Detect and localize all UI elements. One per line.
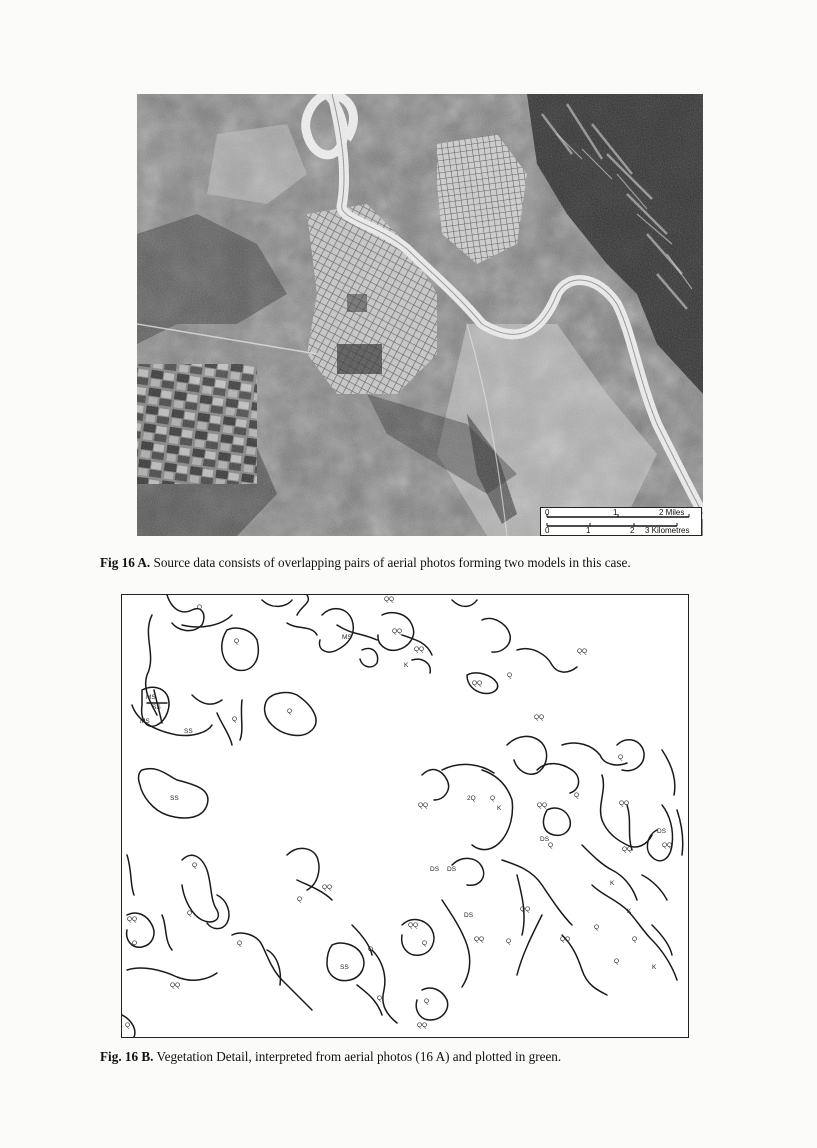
aerial-photo	[137, 94, 703, 536]
svg-text:Q: Q	[187, 910, 193, 917]
svg-text:Q: Q	[574, 792, 580, 799]
figure-a-caption-text: Source data consists of overlapping pairs of aerial photos forming two models in this case.	[150, 555, 631, 570]
svg-text:MS: MS	[140, 718, 150, 725]
svg-text:SS: SS	[170, 795, 179, 802]
svg-text:DS: DS	[447, 866, 457, 873]
svg-text:QQ: QQ	[662, 842, 673, 849]
svg-text:Q: Q	[594, 924, 600, 931]
svg-text:Q: Q	[490, 795, 496, 802]
svg-text:DS: DS	[430, 866, 440, 873]
svg-text:QQ: QQ	[520, 906, 531, 913]
svg-text:Q: Q	[618, 754, 624, 761]
svg-text:QQ: QQ	[534, 714, 545, 721]
svg-text:QQ: QQ	[322, 884, 333, 891]
svg-text:QQ: QQ	[392, 628, 403, 635]
svg-text:Q: Q	[297, 896, 303, 903]
svg-text:Q: Q	[192, 862, 198, 869]
svg-text:2Q: 2Q	[467, 795, 476, 802]
svg-text:Q: Q	[132, 940, 138, 947]
svg-text:K: K	[497, 805, 502, 812]
scale-miles-2: 2 Miles	[659, 508, 685, 517]
svg-text:Q: Q	[632, 936, 638, 943]
svg-text:QQ: QQ	[622, 846, 633, 853]
svg-text:MS: MS	[146, 694, 156, 701]
scale-miles-1: 1	[613, 508, 618, 517]
vegetation-map-drawing	[122, 595, 688, 1037]
scale-bar	[540, 507, 702, 536]
scale-km-1: 1	[586, 526, 591, 535]
svg-text:Q: Q	[234, 638, 240, 645]
svg-text:Q: Q	[422, 940, 428, 947]
svg-text:QQ: QQ	[384, 596, 395, 603]
svg-text:Q: Q	[287, 708, 293, 715]
scale-miles-0: 0	[545, 508, 550, 517]
svg-text:QQ: QQ	[560, 936, 571, 943]
figure-a-caption	[100, 555, 631, 571]
svg-text:Q: Q	[424, 998, 430, 1005]
figure-b-caption-label: Fig. 16 B.	[100, 1049, 154, 1064]
scale-km-2: 2	[630, 526, 635, 535]
figure-b-caption-text: Vegetation Detail, interpreted from aerial photos (16 A) and plotted in green.	[153, 1049, 562, 1064]
svg-text:QQ: QQ	[414, 646, 425, 653]
scale-km-0: 0	[545, 526, 550, 535]
svg-text:K: K	[404, 662, 409, 669]
svg-text:Q: Q	[614, 958, 620, 965]
aerial-photo-image	[137, 94, 703, 536]
svg-text:DS: DS	[464, 912, 474, 919]
svg-text:Q: Q	[506, 938, 512, 945]
svg-text:QQ: QQ	[619, 800, 630, 807]
svg-text:Q: Q	[368, 946, 374, 953]
svg-text:Q: Q	[232, 716, 238, 723]
svg-text:QQ: QQ	[418, 802, 429, 809]
svg-text:QQ: QQ	[127, 916, 138, 923]
svg-text:QQ: QQ	[577, 648, 588, 655]
svg-text:QQ: QQ	[472, 680, 483, 687]
svg-text:DS: DS	[657, 828, 667, 835]
svg-text:SS: SS	[184, 728, 193, 735]
svg-text:QQ: QQ	[170, 982, 181, 989]
svg-text:K: K	[627, 908, 632, 915]
scale-km-3: 3 Kilometres	[645, 526, 690, 535]
svg-text:QQ: QQ	[408, 922, 419, 929]
svg-text:Q: Q	[125, 1022, 131, 1029]
svg-text:K: K	[610, 880, 615, 887]
svg-text:Q: Q	[507, 672, 513, 679]
figure-a-caption-label: Fig 16 A.	[100, 555, 151, 570]
svg-text:SS: SS	[152, 704, 161, 711]
svg-text:Q: Q	[377, 995, 383, 1002]
svg-text:DS: DS	[540, 836, 550, 843]
svg-text:Q: Q	[548, 842, 554, 849]
vegetation-map	[121, 594, 689, 1038]
svg-text:MS: MS	[342, 634, 352, 641]
svg-text:K: K	[652, 964, 657, 971]
figure-b-caption	[100, 1049, 561, 1065]
svg-text:QQ: QQ	[417, 1022, 428, 1029]
svg-text:QQ: QQ	[474, 936, 485, 943]
svg-text:QQ: QQ	[537, 802, 548, 809]
svg-text:SS: SS	[340, 964, 349, 971]
svg-text:Q: Q	[237, 940, 243, 947]
svg-text:Q: Q	[197, 604, 203, 611]
